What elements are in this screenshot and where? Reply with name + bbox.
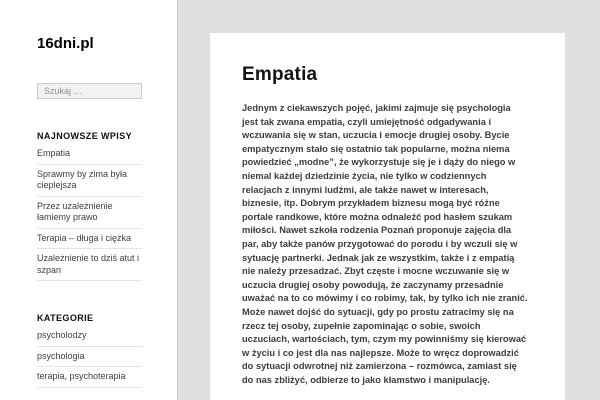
recent-post-link[interactable]: Terapia – długa i ciężka — [37, 229, 142, 250]
recent-posts-list — [37, 144, 142, 281]
recent-post-link[interactable]: Uzależnienie to dziś atut i szpan — [37, 249, 142, 281]
article-card — [210, 33, 565, 400]
search-input[interactable] — [37, 83, 142, 99]
category-link[interactable]: psycholodzy — [37, 326, 142, 347]
recent-posts-heading: NAJNOWSZE WPISY — [37, 131, 133, 141]
recent-post-link[interactable]: Empatia — [37, 144, 142, 165]
category-link[interactable]: terapia, psychoterapia — [37, 367, 142, 388]
categories-list — [37, 326, 142, 388]
categories-heading: KATEGORIE — [37, 313, 94, 323]
recent-post-link[interactable]: Przez uzależnienie łamiemy prawo — [37, 197, 142, 229]
content-background — [177, 0, 600, 400]
category-link[interactable]: psychologia — [37, 347, 142, 368]
recent-post-link[interactable]: Sprawmy by zima była cieplejsza — [37, 165, 142, 197]
article-title: Empatia — [242, 64, 318, 85]
site-title[interactable]: 16dni.pl — [37, 35, 94, 52]
sidebar — [0, 0, 178, 400]
article-body: Jednym z ciekawszych pojęć, jakimi zajmuje się psychologia jest tak zwana empatia, czyli umiejętność odgadywania i wczuwania się w stan, uczucia i emocje drugiej osoby. Bycie empatycznym stało się ostatnio tak popularne, można niema powiedzieć „modne”, że wykorzystuje się je i dąży do niego w niemal każdej dziedzinie życia, nie tylko w codziennych relacjach z innymi ludźmi, ale także nawet w interesach, biznesie, itp. Dobrym przykładem biznesu mogą być różne portale randkowe, które można odnaleźć pod hasłem szukam miłości. Nawet szkoła rodzenia Poznań proponuje zajęcia dla par, aby także panów przygotować do porodu i by wczuli się w sytuację partnerki. Jednak jak ze wszystkim, także i z empatią nie należy przesadzać. Zbyt częste i mocne wczuwanie się w uczucia drugiej osoby powodują, że zaczynamy przesadnie uważać na to co mówimy i co robimy, tak, by tylko ich nie zranić. Może nawet dojść do sytuacji, gdy po prostu zatracimy się na rzecz tej osoby, zupełnie zapominając o sobie, swoich uczuciach, wartościach, tym, czym my powinniśmy się kierować w życiu i co jest dla nas najlepsze. Może to wręcz doprowadzić do sytuacji odwrotnej niż zamierzona – rozmówca, zamiast się do nas zbliżyć, odbierze to jako kłamstwo i manipulację. — [242, 103, 528, 385]
